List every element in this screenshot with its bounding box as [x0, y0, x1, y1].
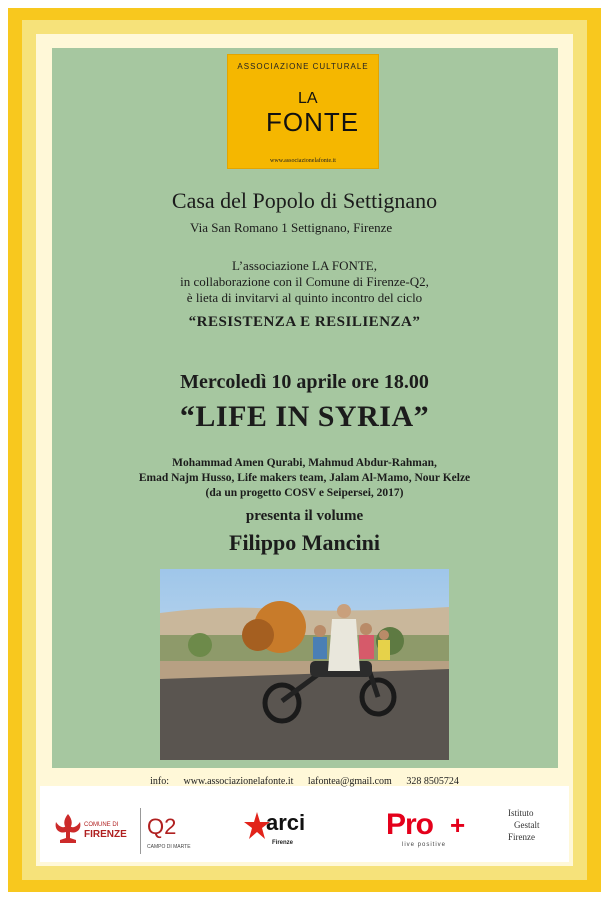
arci-sub: Firenze	[272, 840, 294, 846]
comune-line-2: FIRENZE	[84, 829, 127, 840]
authors-line-3: (da un progetto COSV e Seipersei, 2017)	[205, 487, 404, 499]
authors-block	[0, 456, 609, 501]
motorbike-photo-illustration	[160, 569, 449, 760]
pro-logo	[386, 808, 482, 854]
event-date: Mercoledì 10 aprile ore 18.00	[180, 371, 429, 393]
logo-word-fonte: FONTE	[266, 107, 360, 137]
gestalt-line-3: Firenze	[508, 832, 535, 842]
q2-logo	[140, 808, 201, 854]
authors-line-1: Mohammad Amen Qurabi, Mahmud Abdur-Rahman,	[172, 457, 437, 469]
motorbike-photo	[160, 569, 449, 760]
intro-line-1: L’associazione LA FONTE,	[231, 258, 378, 273]
logo-top-text: ASSOCIAZIONE CULTURALE	[237, 62, 369, 71]
intro-line-2: in collaborazione con il Comune di Firenze-Q2,	[180, 274, 429, 289]
intro-text	[0, 258, 609, 306]
intro-line-3: è lieta di invitarvi al quinto incontro del ciclo	[186, 290, 423, 305]
arci-logo	[244, 808, 324, 854]
la-fonte-wordmark	[262, 85, 360, 141]
info-phone: 328 8505724	[406, 776, 459, 787]
pro-label: Pro	[386, 808, 434, 841]
info-line	[0, 776, 609, 787]
presenta-text: presenta il volume	[245, 508, 364, 524]
event-title: “LIFE IN SYRIA”	[179, 400, 430, 433]
authors-line-2: Emad Najm Husso, Life makers team, Jalam Al-Mamo, Nour Kelze	[138, 472, 471, 484]
arci-label: arci	[266, 810, 306, 835]
logo-url: www.associazionelafonte.it	[270, 158, 336, 164]
comune-firenze-logo	[52, 808, 140, 854]
gestalt-line-1: Istituto	[508, 808, 534, 818]
pro-sub: live positive	[402, 842, 447, 848]
venue-address: Via San Romano 1 Settignano, Firenze	[190, 220, 393, 235]
info-website[interactable]: www.associazionelafonte.it	[183, 776, 294, 787]
pro-plus-icon: +	[450, 810, 466, 840]
q2-sub: CAMPO DI MARTE	[147, 844, 191, 850]
cycle-title: “RESISTENZA E RESILIENZA”	[188, 314, 421, 330]
comune-line-1: COMUNE DI	[84, 822, 119, 828]
istituto-gestalt-logo	[508, 808, 564, 854]
q2-label: Q2	[147, 814, 177, 839]
logo-word-la: LA	[298, 90, 318, 107]
speaker-name: Filippo Mancini	[229, 530, 380, 555]
la-fonte-logo	[227, 54, 379, 169]
gestalt-line-2: Gestalt	[514, 820, 540, 830]
venue-name: Casa del Popolo di Settignano	[171, 188, 438, 213]
info-label: info:	[150, 776, 170, 787]
info-email[interactable]: lafontea@gmail.com	[307, 776, 392, 787]
fleur-de-lis-icon	[52, 812, 84, 848]
